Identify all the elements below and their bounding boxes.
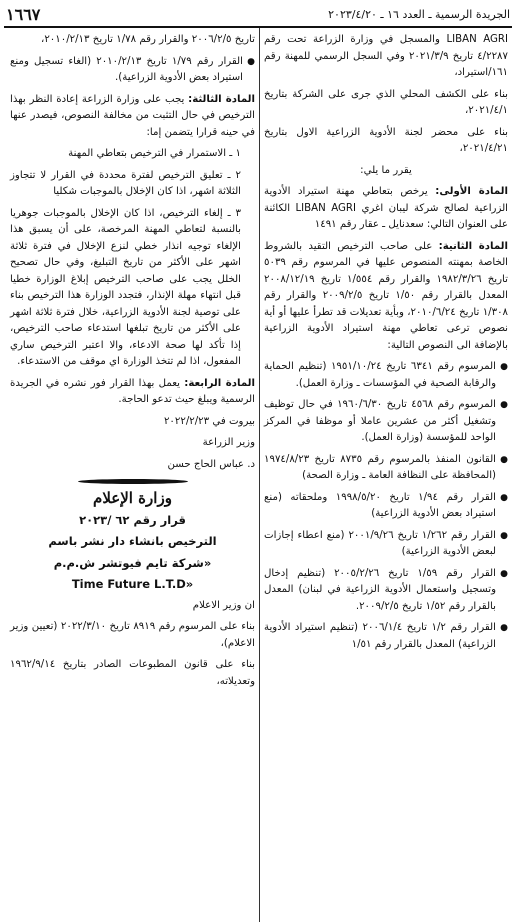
article-3 <box>10 92 255 142</box>
list-item: ● القرار رقم ١/٥٩ تاريخ ٢٠٠٥/٢/٢٦ (تنظيم إدخال وتسجيل واستعمال الأدوية الزراعية في لبنان) المعدل بالقرار رقم ١/٥٢ تاريخ ٢٠٠٩/٢/٥. <box>264 566 508 616</box>
decision-subject: الترخيص بانشاء دار نشر باسم <box>48 534 217 548</box>
article-3-text: يجب على وزارة الزراعة إعادة النظر بهذا الترخيص في حال التثبت من مخالفة النصوص، فيصدر عنها في حينه قرارا يتضمن إما: <box>10 93 255 138</box>
section-divider <box>10 479 255 484</box>
article-3-title: المادة الثالثة: <box>188 93 255 105</box>
list-item: ● القانون المنفذ بالمرسوم رقم ٨٧٣٥ تاريخ ١٩٧٤/٨/٢٣ (المحافظة على النظافة العامة ـ وزارة الصحة) <box>264 452 508 485</box>
company-name-en <box>10 576 255 593</box>
article-1-text: يرخص بتعاطي مهنة استيراد الأدوية الزراعية لصالح شركة ليبان اغري LIBAN AGRI الكائنة على العنوان التالي: سعدنايل ـ عقار رقم ١٤٩١ <box>264 186 508 230</box>
article-4-title: المادة الرابعة: <box>184 377 255 389</box>
option-1: ١ ـ الاستمرار في الترخيص بتعاطي المهنة <box>68 148 241 159</box>
signature-name: د. عباس الحاج حسن <box>167 458 255 470</box>
company-name-ar: «شركة تايم فيوتشر ش.م.م <box>53 555 212 570</box>
right-p2: بناء على الكشف المحلي الذي جرى على الشركة بتاريخ ٢٠٢١/٤/١، <box>264 88 508 116</box>
article-4-text: يعمل بهذا القرار فور نشره في الجريدة الرسمية ويبلغ حيث تدعو الحاجة. <box>10 377 255 405</box>
article-1 <box>264 184 508 234</box>
left-last-p1: بناء على المرسوم رقم ٨٩١٩ تاريخ ٢٠٢٢/٣/١٠ (تعيين وزير الاعلام)، <box>10 621 256 649</box>
article-1-title: المادة الأولى: <box>435 186 508 197</box>
ministry-heading: وزارة الإعلام <box>93 489 172 507</box>
article-2-text: على صاحب الترخيص التقيد بالشروط الخاصة بمهنته المنصوص عليها في المرسوم رقم ٥٠٣٩ تاريخ ١٩٨٢/٣/٢٦ والقرار رقم ١/٥٥٤ تاريخ ٢٠٠٨/١٢/١٩ المعدل بالقرار رقم ١/٥٠ تاريخ ٢٠٠٩/٢/٥ والقرار رقم ١/٣٠٨ تاريخ ٢٠١٠/٦/٢٤، وبأية تعديلات قد تطرأ عليها أو أية نصوص ترعى تعاطي مهنة استيراد الأدوية الزراعية بالإضافة الى النصوص التالية: <box>264 240 509 351</box>
columns <box>4 28 512 922</box>
right-column <box>259 28 512 922</box>
page-header <box>4 0 512 28</box>
right-p3: بناء على محضر لجنة الأدوية الزراعية الاول بتاريخ ٢٠٢١/٤/٢١، <box>264 126 508 154</box>
minister-line: ان وزير الاعلام <box>192 599 255 611</box>
list-item: ● القرار رقم ١/٩٤ تاريخ ١٩٩٨/٥/٢٠ وملحقاته (منع استيراد بعض الأدوية الزراعية) <box>264 490 508 523</box>
left-p1: تاريخ ٢٠٠٦/٢/٥ والقرار رقم ١/٧٨ تاريخ ٢٠١٠/٢/١٣، <box>41 34 255 45</box>
article-2 <box>264 239 508 355</box>
option-3: ٣ ـ إلغاء الترخيص، اذا كان الإخلال بالموجبات جوهريا بالنسبة لتعاطي المهنة المرخصة، على أن يسبق هذا الإلغاء توجيه انذار خطي لنزع الإخلال في فترة ثلاثة اشهر على الأكثر من تاريخ التبليغ، وفي حال تصحيح الخلل يجب على صاحب الترخيص إبلاغ الوزارة خطيا قبل انتهاء مهلة الإنذار، فتجدد الوزارة هذا الترخيص بناء على توصية لجنة الأدوية الزراعية، خلال فترة ثلاثة اشهر على الأكثر من تاريخ تبلغها استدعاء صاحب الترخيص، إذا تأكد لها صحة الادعاء، والا اعتبر الترخيص ساري المفعول، اذا لم تتخذ الوزارة اي موقف من الاستدعاء. <box>10 207 241 367</box>
decision-number: قرار رقم ٦٢ /٢٠٢٣ <box>79 512 186 527</box>
company-name-en-text: Time Future L.T.D» <box>71 577 194 591</box>
right-p1: LIBAN AGRI والمسجل في وزارة الزراعة تحت رقم ٤/٢٢٨٧ تاريخ ٢٠٢١/٣/٩ وفي السجل الرسمي للمهنة رقم ١٦١/استيراد، <box>264 34 509 78</box>
list-item: ● القرار رقم ١/٢ تاريخ ٢٠٠٦/١/٤ (تنظيم استيراد الأدوية الزراعية) المعدل بالقرار رقم ١/٥١ <box>264 620 508 653</box>
page-number: ١٦٦٧ <box>6 4 41 24</box>
option-2: ٢ ـ تعليق الترخيص لفترة محددة في القرار لا تتجاوز الثلاثة اشهر، اذا كان الإخلال بالموجبات شكليا <box>10 169 241 197</box>
left-last-p2: بناء على قانون المطبوعات الصادر بتاريخ ١٩٦٢/٩/١٤ وتعديلاته، <box>10 659 255 687</box>
article-4 <box>10 376 255 409</box>
journal-title: الجريدة الرسمية ـ العدد ١٦ ـ ٢٠٢٣/٤/٢٠ <box>328 7 510 21</box>
list-item: ● القرار رقم ١/٢٦٢ تاريخ ٢٠٠١/٩/٢٦ (منع اعطاء إجازات لبعض الأدوية الزراعية) <box>264 528 508 561</box>
list-item: ● المرسوم رقم ٤٥٦٨ تاريخ ١٩٦٠/٦/٣٠ في حال توظيف وتشغيل أكثر من عشرين عاملا أو موظفا في المركز الواحد للمؤسسة (وزارة العمل). <box>264 397 508 447</box>
article-2-title: المادة الثانية: <box>438 240 508 252</box>
signature-title: وزير الزراعة <box>202 437 255 448</box>
list-item: ● القرار رقم ١/٧٩ تاريخ ٢٠١٠/٢/١٣ (الغاء تسجيل ومنع استيراد بعض الأدوية الزراعية). <box>10 54 255 87</box>
list-item: ● المرسوم رقم ٦٣٤١ تاريخ ١٩٥١/١٠/٢٤ (تنظيم الحماية والرقابة الصحية في المؤسسات ـ وزارة العمل). <box>264 359 508 392</box>
left-column <box>6 28 259 922</box>
signature-place-date: بيروت في ٢٠٢٢/٢/٢٣ <box>163 415 255 427</box>
decides-line: يقرر ما يلي: <box>360 164 412 176</box>
